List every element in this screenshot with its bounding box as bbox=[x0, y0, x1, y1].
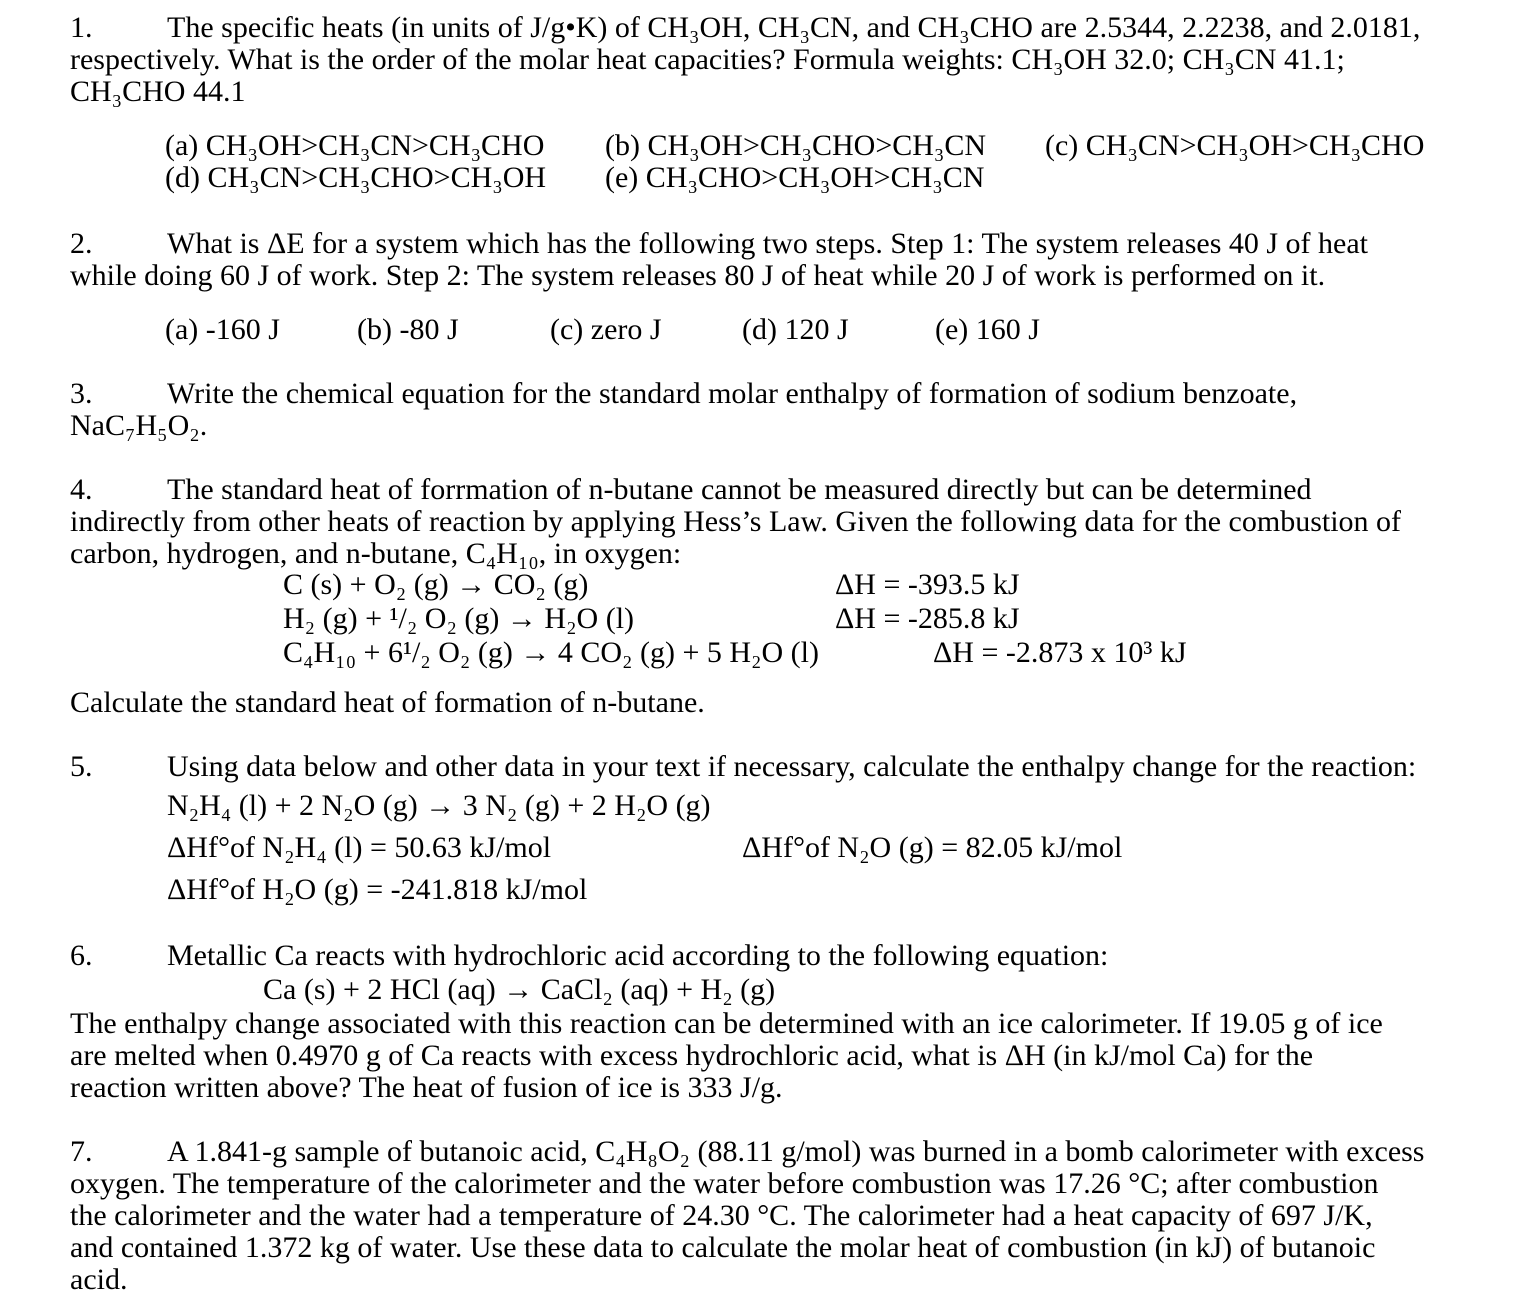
question-text: acid. bbox=[70, 1263, 128, 1296]
question-1 bbox=[70, 12, 1510, 108]
formation-enthalpy-h2o: ΔHf°of H₂O (g) = -241.818 kJ/mol bbox=[167, 873, 588, 906]
question-number: 3. bbox=[70, 377, 93, 410]
option-a: (a) -160 J bbox=[165, 313, 280, 346]
question-6-text bbox=[70, 1008, 1510, 1104]
equation-1: C (s) + O₂ (g) → CO₂ (g) bbox=[283, 568, 589, 601]
question-text: Write the chemical equation for the standard molar enthalpy of formation of sodium benzoate, bbox=[167, 377, 1298, 410]
question-text: The standard heat of forrmation of n-butane cannot be measured directly but can be determined bbox=[167, 473, 1312, 506]
option-e: (e) CH₃CHO>CH₃OH>CH₃CN bbox=[605, 161, 985, 194]
question-7 bbox=[70, 1136, 1510, 1296]
question-text: reaction written above? The heat of fusion of ice is 333 J/g. bbox=[70, 1071, 783, 1104]
question-text: CH₃CHO 44.1 bbox=[70, 75, 246, 108]
question-text: oxygen. The temperature of the calorimeter and the water before combustion was 17.26 °C; after combustion bbox=[70, 1167, 1379, 1200]
question-text: indirectly from other heats of reaction by applying Hess’s Law. Given the following data for the combustion of bbox=[70, 505, 1402, 538]
question-text: respectively. What is the order of the molar heat capacities? Formula weights: CH₃OH 32.0; CH₃CN 41.1; bbox=[70, 43, 1345, 76]
question-text: are melted when 0.4970 g of Ca reacts with excess hydrochloric acid, what is ΔH (in kJ/mol Ca) for the bbox=[70, 1039, 1314, 1072]
equation-3: C₄H₁₀ + 6¹/₂ O₂ (g) → 4 CO₂ (g) + 5 H₂O (l) bbox=[283, 636, 820, 669]
question-4-prompt: Calculate the standard heat of formation of n-butane. bbox=[70, 686, 705, 719]
question-text: The enthalpy change associated with this reaction can be determined with an ice calorimeter. If 19.05 g of ice bbox=[70, 1007, 1383, 1040]
reaction-equation: N₂H₄ (l) + 2 N₂O (g) → 3 N₂ (g) + 2 H₂O (g) bbox=[167, 789, 711, 822]
option-b: (b) -80 J bbox=[357, 313, 459, 346]
question-text: What is ΔE for a system which has the following two steps. Step 1: The system releases 40 J of heat bbox=[167, 227, 1369, 260]
formation-enthalpy-n2o: ΔHf°of N₂O (g) = 82.05 kJ/mol bbox=[742, 831, 1123, 864]
option-e: (e) 160 J bbox=[935, 313, 1040, 346]
question-text: carbon, hydrogen, and n-butane, C₄H₁₀, in oxygen: bbox=[70, 537, 682, 570]
question-number: 1. bbox=[70, 11, 93, 44]
question-text: Metallic Ca reacts with hydrochloric acid according to the following equation: bbox=[167, 939, 1109, 972]
question-number: 2. bbox=[70, 227, 93, 260]
option-d: (d) CH₃CN>CH₃CHO>CH₃OH bbox=[165, 161, 547, 194]
question-2 bbox=[70, 228, 1510, 292]
question-number: 6. bbox=[70, 939, 93, 972]
equation-2: H₂ (g) + ¹/₂ O₂ (g) → H₂O (l) bbox=[283, 602, 635, 635]
enthalpy-2: ΔH = -285.8 kJ bbox=[835, 602, 1020, 635]
option-a: (a) CH₃OH>CH₃CN>CH₃CHO bbox=[165, 129, 545, 162]
question-text: Using data below and other data in your text if necessary, calculate the enthalpy change for the reaction: bbox=[167, 750, 1417, 783]
enthalpy-1: ΔH = -393.5 kJ bbox=[835, 568, 1020, 601]
question-number: 4. bbox=[70, 473, 93, 506]
question-4 bbox=[70, 474, 1510, 570]
question-text: while doing 60 J of work. Step 2: The system releases 80 J of heat while 20 J of work is performed on it. bbox=[70, 259, 1326, 292]
reaction-equation: Ca (s) + 2 HCl (aq) → CaCl₂ (aq) + H₂ (g) bbox=[263, 973, 776, 1006]
question-text: NaC₇H₅O₂. bbox=[70, 409, 208, 442]
question-3 bbox=[70, 378, 1510, 442]
question-text: The specific heats (in units of J/g•K) of CH₃OH, CH₃CN, and CH₃CHO are 2.5344, 2.2238, and 2.0181, bbox=[167, 11, 1421, 44]
question-text: and contained 1.372 kg of water. Use these data to calculate the molar heat of combustion (in kJ) of butanoic bbox=[70, 1231, 1376, 1264]
option-d: (d) 120 J bbox=[742, 313, 849, 346]
question-text: the calorimeter and the water had a temperature of 24.30 °C. The calorimeter had a heat capacity of 697 J/K, bbox=[70, 1199, 1373, 1232]
option-c: (c) zero J bbox=[550, 313, 662, 346]
question-number: 5. bbox=[70, 750, 93, 783]
enthalpy-3: ΔH = -2.873 x 10³ kJ bbox=[933, 636, 1187, 669]
question-5 bbox=[70, 751, 1510, 783]
question-number: 7. bbox=[70, 1135, 93, 1168]
option-b: (b) CH₃OH>CH₃CHO>CH₃CN bbox=[605, 129, 987, 162]
formation-enthalpy-n2h4: ΔHf°of N₂H₄ (l) = 50.63 kJ/mol bbox=[167, 831, 552, 864]
option-c: (c) CH₃CN>CH₃OH>CH₃CHO bbox=[1045, 129, 1425, 162]
question-text: A 1.841-g sample of butanoic acid, C₄H₈O₂ (88.11 g/mol) was burned in a bomb calorimeter with excess bbox=[167, 1135, 1425, 1168]
question-6 bbox=[70, 940, 1510, 972]
